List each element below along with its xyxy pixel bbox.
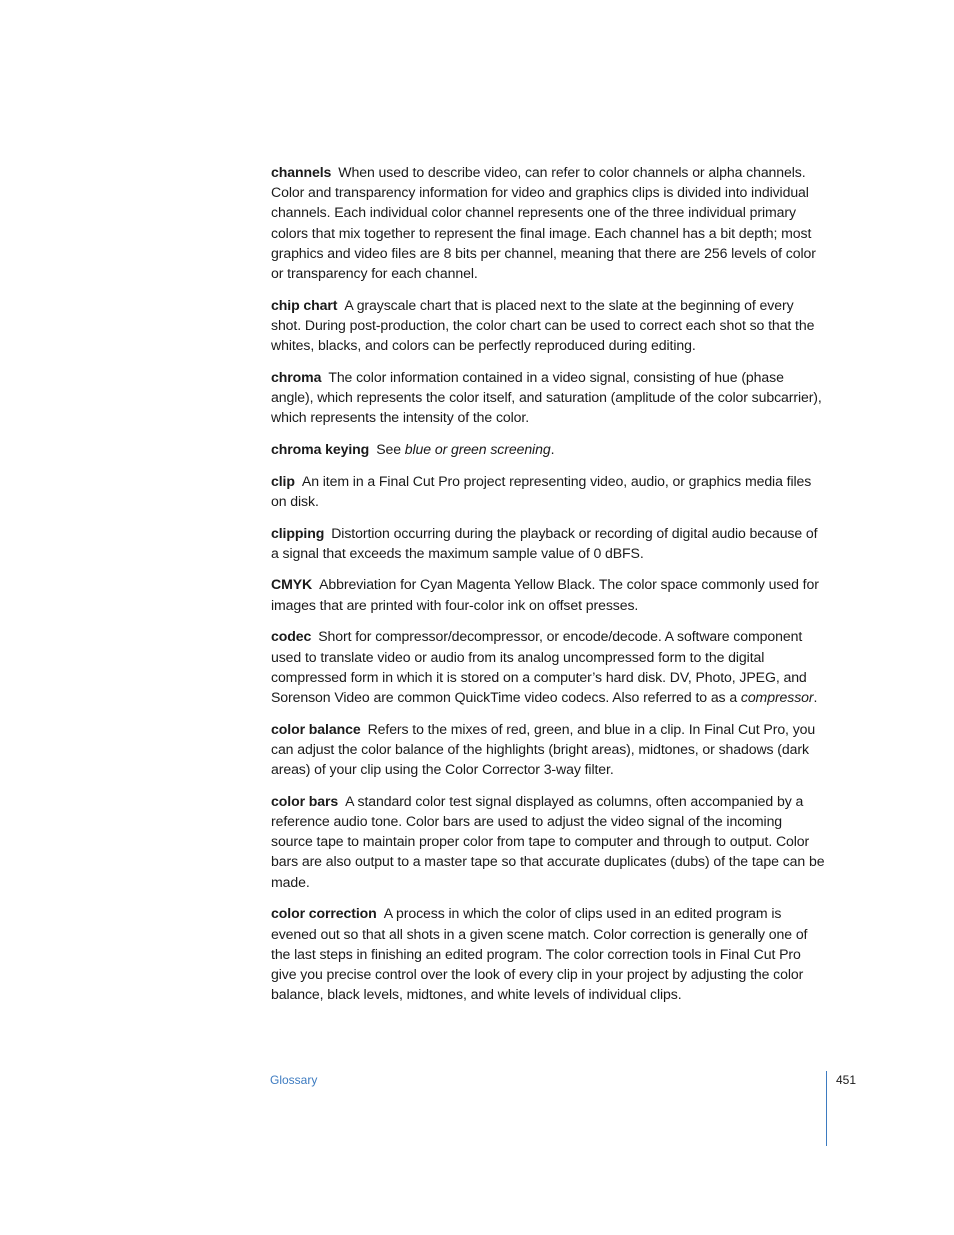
definition-end: . xyxy=(550,440,555,457)
glossary-definition: An item in a Final Cut Pro project representing video, audio, or graphics media files on disk. xyxy=(271,472,812,509)
glossary-definition: The color information contained in a video signal, consisting of hue (phase angle), which represents the color itself, and saturation (amplitude of the color subcarrier), which represents the intensity of the color. xyxy=(271,368,822,426)
cross-reference: compressor xyxy=(740,688,814,705)
glossary-term: clipping xyxy=(271,524,325,541)
glossary-entry-codec xyxy=(271,626,827,707)
glossary-definition: A standard color test signal displayed as columns, often accompanied by a reference audio tone. Color bars are used to adjust the video signal of the incoming source tape to maintain proper color from tape to computer and through to output. Color bars are also output to a master tape so that accurate duplicates (dubs) of the tape can be made. xyxy=(271,792,825,890)
glossary-content xyxy=(271,162,827,1016)
glossary-term: clip xyxy=(271,472,295,489)
glossary-term: chroma xyxy=(271,368,322,385)
glossary-entry-color-bars xyxy=(271,791,827,892)
glossary-term: chip chart xyxy=(271,296,338,313)
footer-section-label: Glossary xyxy=(270,1073,318,1087)
cross-reference: blue or green screening xyxy=(404,440,551,457)
glossary-term: CMYK xyxy=(271,576,313,593)
glossary-entry-chip-chart xyxy=(271,295,827,356)
glossary-entry-chroma xyxy=(271,367,827,428)
glossary-term: color bars xyxy=(271,792,339,809)
glossary-term: codec xyxy=(271,628,312,645)
glossary-definition: Refers to the mixes of red, green, and blue in a clip. In Final Cut Pro, you can adjust the color balance of the highlights (bright areas), midtones, or shadows (dark areas) of your clip using the Color Corrector 3-way filter. xyxy=(271,720,816,778)
glossary-entry-color-correction xyxy=(271,903,827,1004)
page-number: 451 xyxy=(836,1073,857,1087)
glossary-entry-channels xyxy=(271,162,827,283)
glossary-entry-clip xyxy=(271,471,827,511)
glossary-definition: A grayscale chart that is placed next to the slate at the beginning of every shot. During post-production, the color chart can be used to correct each shot so that the whites, blacks, and colors can be perfectly reproduced during editing. xyxy=(271,296,815,354)
glossary-term: chroma keying xyxy=(271,440,370,457)
glossary-definition: Short for compressor/decompressor, or encode/decode. A software component used to translate video or audio from its analog uncompressed form to the digital compressed form in which it is stored on a computer’s hard disk. DV, Photo, JPEG, and Sorenson Video are common QuickTime video codecs. Also referred to as a xyxy=(271,628,807,705)
glossary-definition: A process in which the color of clips used in an edited program is evened out so that all shots in a given scene match. Color correction is generally one of the last steps in finishing an edited program. The color correction tools in Final Cut Pro give you precise control over the look of every clip in your project by adjusting the color balance, black levels, midtones, and white levels of individual clips. xyxy=(271,905,808,1003)
glossary-entry-chroma-keying xyxy=(271,439,827,459)
glossary-term: color balance xyxy=(271,720,361,737)
glossary-definition: Abbreviation for Cyan Magenta Yellow Black. The color space commonly used for images that are printed with four-color ink on offset presses. xyxy=(271,576,819,613)
definition-end: . xyxy=(813,688,818,705)
glossary-entry-clipping xyxy=(271,523,827,563)
glossary-term: channels xyxy=(271,164,332,180)
page-number-rule xyxy=(826,1071,827,1146)
glossary-definition: See xyxy=(376,440,405,457)
glossary-term: color correction xyxy=(271,905,377,922)
glossary-entry-color-balance xyxy=(271,719,827,780)
glossary-definition: When used to describe video, can refer to color channels or alpha channels. Color and transparency information for video and graphics clips is divided into individual channels. Each individual color channel represents one of the three individual primary colors that mix together to represent the final image. Each channel has a bit depth; most graphics and video files are 8 bits per channel, meaning that there are 256 levels of color or transparency for each channel. xyxy=(271,164,816,282)
glossary-definition: Distortion occurring during the playback or recording of digital audio because of a signal that exceeds the maximum sample value of 0 dBFS. xyxy=(271,524,818,561)
glossary-entry-cmyk xyxy=(271,574,827,614)
